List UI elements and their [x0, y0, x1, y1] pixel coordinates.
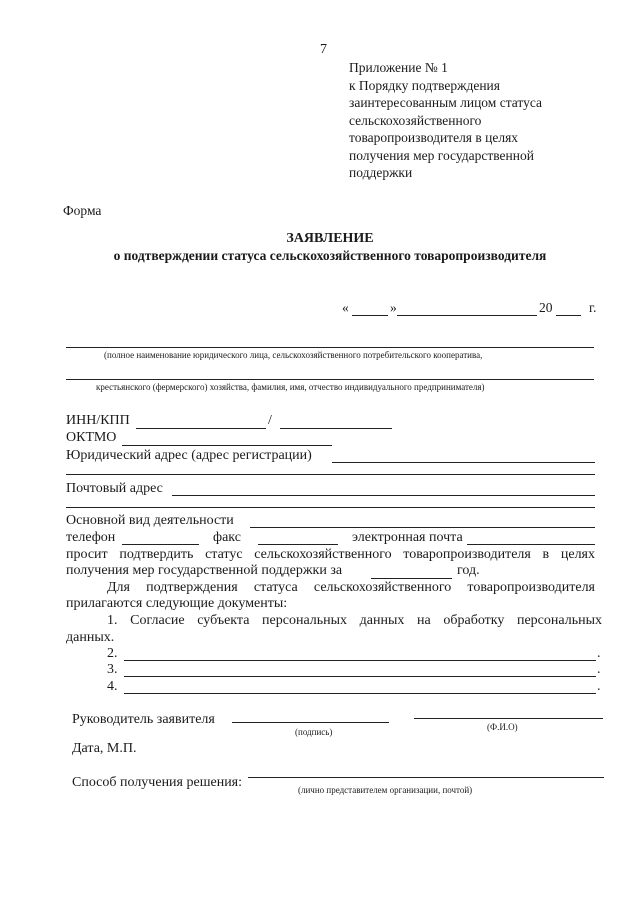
signature-hint: (подпись): [295, 727, 333, 737]
fio-hint: (Ф.И.О): [487, 722, 518, 732]
postal-address-label: Почтовый адрес: [66, 481, 163, 496]
documents-intro: Для подтверждения статуса сельскохозяйственного товаропроизводителя: [107, 580, 595, 595]
email-label: электронная почта: [352, 530, 463, 545]
request-text: получения мер государственной поддержки за: [66, 563, 343, 578]
document-item-4-blank[interactable]: [124, 693, 596, 694]
document-item-1: данных.: [66, 630, 115, 645]
date-open-quote: «: [342, 300, 349, 315]
date-close-quote: »: [390, 300, 397, 315]
phone-label: телефон: [66, 530, 116, 545]
legal-address-label: Юридический адрес (адрес регистрации): [66, 448, 312, 463]
form-label: Форма: [63, 203, 102, 218]
legal-address-blank[interactable]: [332, 462, 595, 463]
fax-label: факс: [213, 530, 241, 545]
day-blank[interactable]: [352, 315, 388, 316]
document-item-1: 1. Согласие субъекта персональных данных на обработку персональных: [107, 613, 602, 628]
documents-intro: прилагаются следующие документы:: [66, 596, 288, 611]
oktmo-label: ОКТМО: [66, 430, 117, 445]
appendix-line: к Порядку подтверждения: [349, 77, 500, 93]
request-year-suffix: год.: [457, 563, 480, 578]
year-blank[interactable]: [556, 315, 581, 316]
appendix-line: сельскохозяйственного: [349, 112, 482, 128]
year-prefix: 20: [539, 300, 553, 315]
activity-blank[interactable]: [250, 527, 595, 528]
applicant-name-line[interactable]: [66, 379, 594, 380]
receipt-method-blank[interactable]: [248, 777, 604, 778]
month-blank[interactable]: [397, 315, 537, 316]
appendix-line: поддержки: [349, 165, 413, 180]
document-item-2-number: 2.: [107, 646, 118, 661]
document-item-4-number: 4.: [107, 679, 118, 694]
document-item-3-blank[interactable]: [124, 676, 596, 677]
document-item-3-number: 3.: [107, 662, 118, 677]
email-blank[interactable]: [467, 544, 595, 545]
head-label: Руководитель заявителя: [72, 712, 215, 727]
document-title: ЗАЯВЛЕНИЕ: [286, 231, 374, 246]
appendix-line: заинтересованным лицом статуса: [349, 95, 543, 110]
document-item-4-end: .: [597, 679, 601, 694]
applicant-name-hint: крестьянского (фермерского) хозяйства, фамилия, имя, отчество индивидуального предпринимателя): [96, 382, 485, 392]
inn-slash: /: [268, 413, 272, 428]
applicant-name-line[interactable]: [66, 347, 594, 348]
fio-blank[interactable]: [414, 718, 603, 719]
postal-address-blank[interactable]: [66, 507, 595, 508]
document-subtitle: о подтверждении статуса сельскохозяйственного товаропроизводителя: [113, 248, 547, 263]
appendix-line: Приложение № 1: [349, 60, 448, 75]
signature-blank[interactable]: [232, 722, 389, 723]
page-number: 7: [320, 42, 327, 57]
inn-label: ИНН/КПП: [66, 413, 130, 428]
appendix-block: [349, 59, 542, 182]
inn-blank[interactable]: [136, 428, 266, 429]
receipt-method-hint: (лично представителем организации, почтой): [298, 785, 473, 795]
oktmo-blank[interactable]: [122, 445, 332, 446]
receipt-method-label: Способ получения решения:: [72, 775, 243, 790]
postal-address-blank[interactable]: [172, 495, 595, 496]
fax-blank[interactable]: [258, 544, 338, 545]
kpp-blank[interactable]: [280, 428, 392, 429]
appendix-line: получения мер государственной: [349, 147, 534, 163]
date-stamp-label: Дата, М.П.: [72, 741, 137, 756]
request-text: просит подтвердить статус сельскохозяйственного товаропроизводителя в целях: [66, 547, 595, 562]
support-year-blank[interactable]: [371, 578, 452, 579]
legal-address-blank[interactable]: [66, 474, 595, 475]
phone-blank[interactable]: [122, 544, 199, 545]
document-item-2-blank[interactable]: [124, 660, 596, 661]
document-item-3-end: .: [597, 662, 601, 677]
activity-label: Основной вид деятельности: [66, 513, 234, 528]
appendix-line: товаропроизводителя в целях: [349, 130, 519, 145]
document-item-2-end: .: [597, 646, 601, 661]
applicant-name-hint: (полное наименование юридического лица, сельскохозяйственного потребительского кооператива,: [104, 350, 483, 360]
year-suffix: г.: [589, 300, 597, 315]
